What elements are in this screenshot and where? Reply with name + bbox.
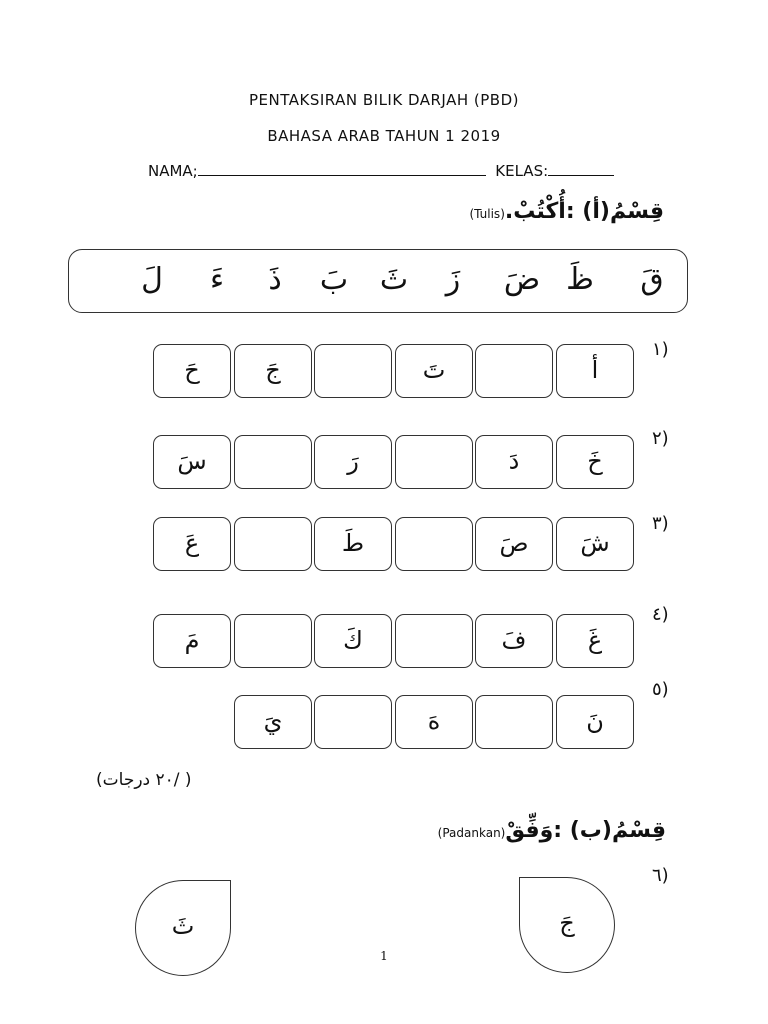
letter-box[interactable] (314, 695, 392, 749)
match-shape-right[interactable]: جَ (519, 877, 615, 973)
letter-box[interactable]: فَ (475, 614, 553, 668)
student-info-line (148, 162, 614, 180)
letter-box[interactable]: أ (556, 344, 634, 398)
bank-letter: ضَ (503, 262, 541, 297)
letter-box[interactable]: شَ (556, 517, 634, 571)
bank-letter: ءَ (209, 262, 225, 297)
row-number: ٢) (652, 428, 669, 449)
letter-box[interactable]: دَ (475, 435, 553, 489)
letter-box[interactable] (475, 695, 553, 749)
bank-letter: لَ (141, 262, 163, 297)
letter-box[interactable]: خَ (556, 435, 634, 489)
bank-letter: قَ (640, 262, 664, 297)
letter-box[interactable]: صَ (475, 517, 553, 571)
section-a-heading (469, 199, 664, 224)
class-label: KELAS: (495, 162, 549, 180)
score-label: ( /٢٠ درجات) (96, 770, 192, 790)
section-b-title: قِسْمُ(ب) :وَفِّقْ (505, 818, 666, 843)
section-b-heading (438, 818, 666, 843)
name-field[interactable] (198, 163, 486, 176)
letter-box[interactable] (234, 435, 312, 489)
letter-box[interactable]: غَ (556, 614, 634, 668)
letter-box[interactable]: حَ (153, 344, 231, 398)
row-number: ١) (652, 339, 669, 360)
letter-box[interactable]: كَ (314, 614, 392, 668)
bank-letter: ظَ (566, 262, 594, 297)
letter-box[interactable] (395, 517, 473, 571)
bank-letter: ثَ (379, 262, 409, 297)
letter-box[interactable]: مَ (153, 614, 231, 668)
row-number: ٤) (652, 604, 669, 625)
row-number: ٦) (652, 865, 669, 886)
bank-letter: ذَ (268, 262, 282, 297)
class-field[interactable] (548, 163, 614, 176)
section-b-hint: (Padankan) (437, 826, 506, 840)
letter-box[interactable]: يَ (234, 695, 312, 749)
section-a-hint: (Tulis) (469, 207, 505, 221)
letter-box[interactable]: عَ (153, 517, 231, 571)
letter-box[interactable] (234, 517, 312, 571)
header-subtitle: BAHASA ARAB TAHUN 1 2019 (267, 127, 501, 145)
letter-bank (68, 249, 688, 313)
letter-box[interactable]: سَ (153, 435, 231, 489)
letter-box[interactable] (475, 344, 553, 398)
bank-letter: زَ (445, 262, 461, 297)
bank-letter: بَ (319, 262, 349, 297)
name-label: NAMA; (148, 162, 198, 180)
letter-box[interactable] (234, 614, 312, 668)
section-a-title: قِسْمُ(أ) :أُكْتُبْ. (504, 199, 664, 224)
letter-box[interactable]: طَ (314, 517, 392, 571)
letter-box[interactable] (395, 435, 473, 489)
letter-box[interactable] (314, 344, 392, 398)
page-number: 1 (380, 949, 388, 963)
match-shape-left[interactable]: ثَ (135, 880, 231, 976)
header-title: PENTAKSIRAN BILIK DARJAH (PBD) (249, 91, 519, 109)
row-number: ٣) (652, 513, 669, 534)
letter-box[interactable] (395, 614, 473, 668)
letter-box[interactable]: نَ (556, 695, 634, 749)
letter-box[interactable]: جَ (234, 344, 312, 398)
letter-box[interactable]: تَ (395, 344, 473, 398)
letter-box[interactable]: رَ (314, 435, 392, 489)
row-number: ٥) (652, 679, 669, 700)
letter-box[interactable]: هَ (395, 695, 473, 749)
